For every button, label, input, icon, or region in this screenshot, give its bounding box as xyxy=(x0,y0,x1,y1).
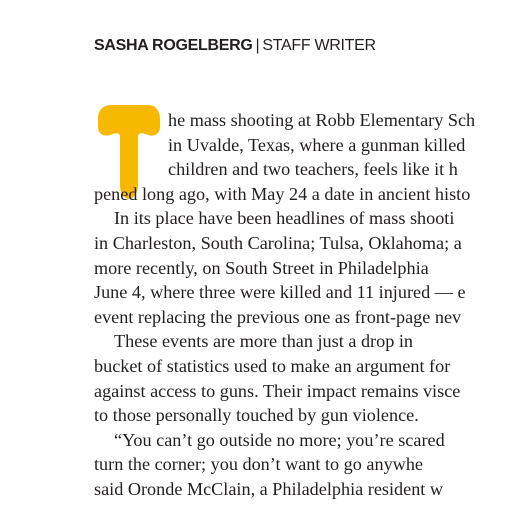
article-body xyxy=(94,108,512,502)
article-line: more recently, on South Street in Philadelphia xyxy=(94,257,429,278)
byline-role: STAFF WRITER xyxy=(262,37,376,54)
article-line: to those personally touched by gun violence. xyxy=(94,405,419,426)
article-line: In its place have been headlines of mass shooti xyxy=(114,208,455,229)
article-line: pened long ago, with May 24 a date in ancient histo xyxy=(94,183,471,204)
byline xyxy=(94,36,376,56)
article-line: children and two teachers, feels like it h xyxy=(168,159,458,180)
article-line: in Uvalde, Texas, where a gunman killed xyxy=(168,134,466,155)
article-line: June 4, where three were killed and 11 injured — e xyxy=(94,282,466,303)
article-line: These events are more than just a drop in xyxy=(114,331,413,352)
byline-author: SASHA ROGELBERG xyxy=(94,37,253,54)
article-line: he mass shooting at Robb Elementary Sch xyxy=(168,110,476,130)
article-line: in Charleston, South Carolina; Tulsa, Oklahoma; a xyxy=(94,232,462,253)
article-line: against access to guns. Their impact remains visce xyxy=(94,380,461,401)
byline-separator: | xyxy=(255,37,260,54)
article-line: turn the corner; you don’t want to go anywhe xyxy=(94,454,423,475)
article-line: bucket of statistics used to make an argument for xyxy=(94,355,451,376)
article-line: event replacing the previous one as front-page nev xyxy=(94,306,462,327)
article-line: “You can’t go outside no more; you’re scared xyxy=(114,429,445,450)
article-line: said Oronde McClain, a Philadelphia resident w xyxy=(94,478,444,499)
